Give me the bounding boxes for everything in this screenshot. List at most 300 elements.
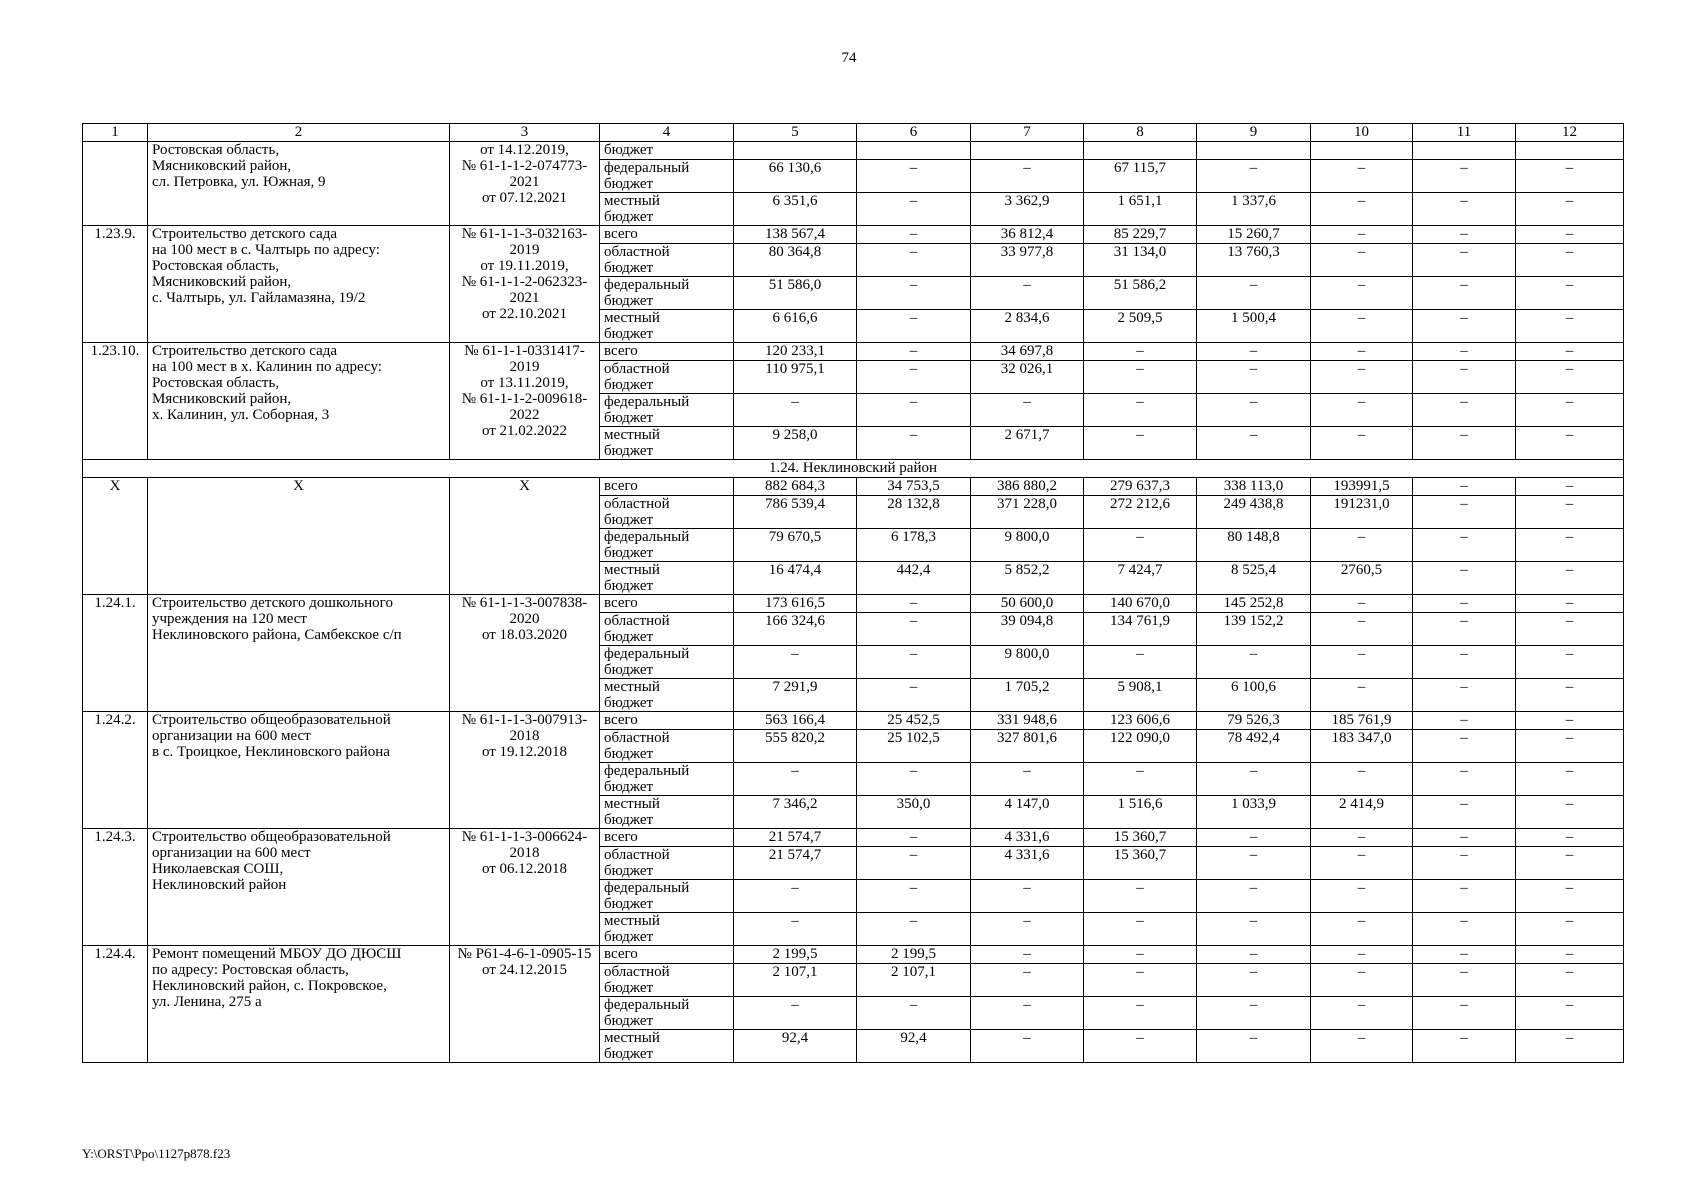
cell-line: № 61-1-1-2-009618- [461,391,588,407]
table-cell: – [1516,343,1624,361]
table-cell: – [1197,343,1311,361]
table-cell: 7 424,7 [1084,562,1197,595]
table-cell: – [1516,829,1624,847]
table-cell: 279 637,3 [1084,478,1197,496]
table-cell: – [734,880,857,913]
cell-line: от 14.12.2019, [480,142,569,158]
cell-line: с. Чалтырь, ул. Гайламазяна, 19/2 [152,290,366,306]
table-cell [450,712,600,829]
table-cell: – [1516,496,1624,529]
cell-line: бюджет [604,863,654,879]
cell-line: федеральный [604,394,690,410]
section-header-row [83,460,1624,478]
table-cell [600,193,734,226]
cell-line: федеральный [604,529,690,545]
table-cell: всего [600,478,734,496]
table-cell: 80 148,8 [1197,529,1311,562]
table-cell: – [1084,361,1197,394]
cell-line: областной [604,964,670,980]
table-cell [600,427,734,460]
table-cell: 5 908,1 [1084,679,1197,712]
col-header-5: 5 [734,124,857,142]
cell-line: Ремонт помещений МБОУ ДО ДЮСШ [152,946,402,962]
cell-line: бюджет [604,662,654,678]
cell-line: местный [604,913,660,929]
cell-line: бюджет [604,377,654,393]
table-cell: – [1197,946,1311,964]
table-cell: всего [600,946,734,964]
table-cell: – [1413,613,1516,646]
budget-table [82,123,1624,1063]
cell-line: от 07.12.2021 [481,190,568,206]
col-header-8: 8 [1084,124,1197,142]
table-cell [450,343,600,460]
table-cell: 79 526,3 [1197,712,1311,730]
table-cell: – [1516,595,1624,613]
table-cell: – [857,913,971,946]
cell-line: от 18.03.2020 [481,627,568,643]
table-cell [600,847,734,880]
table-cell: – [1413,394,1516,427]
table-cell: – [1516,646,1624,679]
table-cell: – [971,946,1084,964]
cell-line: бюджет [604,293,654,309]
table-cell: 110 975,1 [734,361,857,394]
table-cell: 3 362,9 [971,193,1084,226]
table-cell: 786 539,4 [734,496,857,529]
table-cell: – [971,277,1084,310]
cell-line: Строительство детского сада [152,226,338,242]
cell-line: 2021 [509,290,540,306]
table-cell: – [1516,880,1624,913]
table-cell: 1.23.10. [83,343,148,460]
cell-line: местный [604,679,660,695]
col-header-10: 10 [1311,124,1413,142]
table-cell: – [734,763,857,796]
table-cell [1413,142,1516,160]
table-cell [450,226,600,343]
col-header-1: 1 [83,124,148,142]
cell-line: областной [604,361,670,377]
table-cell [600,763,734,796]
table-cell [600,244,734,277]
table-cell [971,142,1084,160]
table-cell: – [1413,829,1516,847]
table-cell: – [1084,427,1197,460]
table-cell: – [1084,913,1197,946]
table-cell: – [971,964,1084,997]
table-cell [600,562,734,595]
table-cell: 39 094,8 [971,613,1084,646]
table-cell: – [1311,880,1413,913]
table-row [83,226,1624,244]
table-cell: 122 090,0 [1084,730,1197,763]
table-cell: 331 948,6 [971,712,1084,730]
table-cell: 5 852,2 [971,562,1084,595]
table-cell: – [1311,193,1413,226]
table-cell: – [857,997,971,1030]
table-cell: – [1516,244,1624,277]
table-cell: – [1311,394,1413,427]
table-cell [1197,142,1311,160]
cell-line: на 100 мест в с. Чалтырь по адресу: [152,242,380,258]
table-cell: 50 600,0 [971,595,1084,613]
table-cell: 386 880,2 [971,478,1084,496]
table-cell: – [1413,562,1516,595]
cell-line: бюджет [604,1013,654,1029]
table-cell: – [857,847,971,880]
table-cell: – [1413,478,1516,496]
cell-line: на 100 мест в х. Калинин по адресу: [152,359,382,375]
table-cell: Х [450,478,600,595]
table-cell: – [1413,730,1516,763]
cell-line: местный [604,796,660,812]
cell-line: Мясниковский район, [152,391,292,407]
table-cell: – [857,829,971,847]
table-cell: – [1413,679,1516,712]
table-cell: – [857,595,971,613]
cell-line: бюджет [604,629,654,645]
cell-line: местный [604,1030,660,1046]
table-cell [148,142,450,226]
col-header-12: 12 [1516,124,1624,142]
cell-line: бюджет [604,746,654,762]
table-cell [734,142,857,160]
table-cell: – [1197,997,1311,1030]
cell-line: от 21.02.2022 [481,423,568,439]
table-cell: 1.24.1. [83,595,148,712]
cell-line: местный [604,427,660,443]
table-cell [83,142,148,226]
table-cell: – [857,343,971,361]
table-cell: 1 705,2 [971,679,1084,712]
table-cell [600,529,734,562]
table-cell: – [1516,964,1624,997]
table-cell: – [857,613,971,646]
cell-line: Ростовская область, [152,142,280,158]
cell-line: по адресу: Ростовская область, [152,962,349,978]
cell-line: № Р61-4-6-1-0905-15 [457,946,592,962]
col-header-9: 9 [1197,124,1311,142]
table-cell [1311,142,1413,160]
table-cell: – [971,913,1084,946]
table-cell: – [857,646,971,679]
cell-line: учреждения на 120 мест [152,611,307,627]
table-cell: – [1084,394,1197,427]
cell-line: бюджет [604,326,654,342]
table-cell [600,730,734,763]
cell-line: бюджет [604,812,654,828]
cell-line: Мясниковский район, [152,158,292,174]
table-cell: – [1311,679,1413,712]
table-cell: – [1084,880,1197,913]
table-cell: – [1197,829,1311,847]
cell-line: Строительство детского дошкольного [152,595,393,611]
table-cell: 139 152,2 [1197,613,1311,646]
table-cell: 327 801,6 [971,730,1084,763]
table-cell: – [1311,946,1413,964]
table-cell: – [1311,160,1413,193]
table-cell: – [1084,529,1197,562]
table-cell: – [971,880,1084,913]
table-cell: 1 033,9 [1197,796,1311,829]
table-cell [600,277,734,310]
table-cell: – [1311,427,1413,460]
table-cell: – [1311,595,1413,613]
table-cell: 66 130,6 [734,160,857,193]
table-cell: 16 474,4 [734,562,857,595]
cell-line: федеральный [604,646,690,662]
table-cell: – [1413,997,1516,1030]
file-path-footer: Y:\ORST\Ppo\1127p878.f23 [82,1146,231,1161]
table-cell: – [1516,226,1624,244]
table-cell: – [857,160,971,193]
table-cell: – [1197,394,1311,427]
table-cell: – [1084,763,1197,796]
cell-line: № 61-1-1-3-007838- [461,595,588,611]
table-cell: – [1516,763,1624,796]
table-cell [600,310,734,343]
table-cell: – [857,193,971,226]
cell-line: областной [604,730,670,746]
cell-line: федеральный [604,160,690,176]
table-cell: – [971,1030,1084,1063]
cell-line: бюджет [604,578,654,594]
table-cell: 4 331,6 [971,847,1084,880]
table-cell: 2 414,9 [1311,796,1413,829]
table-cell: 249 438,8 [1197,496,1311,529]
table-cell: 183 347,0 [1311,730,1413,763]
table-cell: 350,0 [857,796,971,829]
table-cell [600,613,734,646]
table-cell [1084,142,1197,160]
cell-line: от 19.11.2019, [480,258,569,274]
table-cell: – [1197,1030,1311,1063]
table-cell: – [1413,712,1516,730]
table-cell: 1 500,4 [1197,310,1311,343]
table-cell: 2 671,7 [971,427,1084,460]
table-cell: – [1413,343,1516,361]
table-cell: – [971,160,1084,193]
cell-line: Неклиновский район, с. Покровское, [152,978,387,994]
cell-line: № 61-1-1-3-032163- [461,226,588,242]
table-cell [600,1030,734,1063]
column-number-row [83,124,1624,142]
table-cell: – [734,394,857,427]
table-cell: – [1516,796,1624,829]
table-cell: – [1516,310,1624,343]
table-cell [600,679,734,712]
table-cell: – [857,880,971,913]
table-cell: 338 113,0 [1197,478,1311,496]
table-cell: – [1516,277,1624,310]
table-cell: – [857,679,971,712]
table-cell: – [1311,847,1413,880]
table-cell: – [1516,562,1624,595]
table-cell: 2 199,5 [857,946,971,964]
table-cell: – [1197,160,1311,193]
table-cell: – [734,646,857,679]
table-cell: 32 026,1 [971,361,1084,394]
table-cell: 138 567,4 [734,226,857,244]
table-cell: – [971,394,1084,427]
table-cell [1516,142,1624,160]
cell-line: 2019 [509,242,540,258]
cell-line: бюджет [604,896,654,912]
table-cell: 34 753,5 [857,478,971,496]
cell-line: Неклиновский район [152,877,287,893]
cell-line: № 61-1-1-2-074773- [461,158,588,174]
table-cell: – [1516,847,1624,880]
table-cell: – [1197,763,1311,796]
table-cell: 25 102,5 [857,730,971,763]
table-cell [600,646,734,679]
table-row [83,142,1624,160]
cell-line: Неклиновского района, Самбекское с/п [152,627,402,643]
table-cell: 15 360,7 [1084,847,1197,880]
table-cell: – [1516,361,1624,394]
table-cell: – [1413,964,1516,997]
table-cell: 8 525,4 [1197,562,1311,595]
table-cell: – [734,913,857,946]
cell-line: от 24.12.2015 [481,962,568,978]
table-cell: – [1516,997,1624,1030]
table-cell: 173 616,5 [734,595,857,613]
table-cell: – [1413,880,1516,913]
table-cell: 9 258,0 [734,427,857,460]
table-cell: 6 178,3 [857,529,971,562]
table-cell [450,829,600,946]
cell-line: областной [604,244,670,260]
table-cell: 120 233,1 [734,343,857,361]
table-cell: – [1311,964,1413,997]
table-cell: Х [148,478,450,595]
table-cell: 34 697,8 [971,343,1084,361]
table-cell: 272 212,6 [1084,496,1197,529]
cell-line: 2020 [509,611,540,627]
table-cell: – [857,277,971,310]
cell-line: местный [604,193,660,209]
table-row [83,829,1624,847]
table-cell [148,829,450,946]
table-cell: 193991,5 [1311,478,1413,496]
table-cell: 6 616,6 [734,310,857,343]
table-cell: 79 670,5 [734,529,857,562]
cell-line: 2019 [509,359,540,375]
table-cell: – [1413,193,1516,226]
table-cell: – [1311,226,1413,244]
page-number: 74 [841,50,857,66]
table-cell: 6 100,6 [1197,679,1311,712]
table-cell [857,142,971,160]
cell-line: в с. Троицкое, Неклиновского района [152,744,390,760]
cell-line: бюджет [604,176,654,192]
table-cell: 563 166,4 [734,712,857,730]
table-cell: 51 586,0 [734,277,857,310]
table-cell [600,496,734,529]
table-cell: – [1311,1030,1413,1063]
cell-line: № 61-1-1-3-007913- [461,712,588,728]
table-cell: – [1413,646,1516,679]
table-cell [148,343,450,460]
table-cell: – [1084,964,1197,997]
table-cell: – [1197,964,1311,997]
table-cell: – [857,427,971,460]
table-cell: 4 147,0 [971,796,1084,829]
table-cell: – [1516,1030,1624,1063]
table-cell [148,226,450,343]
cell-line: бюджет [604,260,654,276]
cell-line: Ростовская область, [152,258,280,274]
table-cell: – [1413,913,1516,946]
cell-line: местный [604,310,660,326]
cell-line: бюджет [604,695,654,711]
col-header-2: 2 [148,124,450,142]
table-cell: – [1516,679,1624,712]
table-cell: – [1413,1030,1516,1063]
table-cell: 78 492,4 [1197,730,1311,763]
cell-line: от 13.11.2019, [480,375,569,391]
table-cell: – [1197,880,1311,913]
table-cell: – [1516,160,1624,193]
table-cell: 2 509,5 [1084,310,1197,343]
table-cell: – [1197,646,1311,679]
cell-line: федеральный [604,997,690,1013]
cell-line: областной [604,496,670,512]
table-cell: 92,4 [734,1030,857,1063]
table-cell: – [1413,310,1516,343]
cell-line: областной [604,613,670,629]
table-cell: бюджет [600,142,734,160]
table-cell: – [1311,244,1413,277]
table-cell: – [1311,361,1413,394]
table-cell: всего [600,226,734,244]
table-cell: 15 260,7 [1197,226,1311,244]
table-cell: – [857,310,971,343]
cell-line: № 61-1-1-2-062323- [461,274,588,290]
table-cell: – [1413,226,1516,244]
table-cell: 36 812,4 [971,226,1084,244]
table-cell: – [1311,529,1413,562]
table-cell: – [1197,913,1311,946]
table-cell: – [1413,361,1516,394]
table-cell: – [1311,613,1413,646]
table-cell [600,394,734,427]
table-cell: 28 132,8 [857,496,971,529]
col-header-3: 3 [450,124,600,142]
table-cell: – [1311,997,1413,1030]
cell-line: федеральный [604,763,690,779]
table-cell: – [1413,427,1516,460]
table-cell [600,160,734,193]
table-cell: 21 574,7 [734,847,857,880]
table-cell: – [1084,1030,1197,1063]
table-cell: 882 684,3 [734,478,857,496]
cell-line: Николаевская СОШ, [152,861,284,877]
cell-line: Строительство детского сада [152,343,338,359]
table-cell: 2 199,5 [734,946,857,964]
table-cell: – [1084,946,1197,964]
table-cell: всего [600,343,734,361]
section-title: 1.24. Неклиновский район [83,460,1624,478]
table-cell: 555 820,2 [734,730,857,763]
cell-line: Ростовская область, [152,375,280,391]
cell-line: бюджет [604,512,654,528]
table-cell: – [1516,613,1624,646]
cell-line: 2018 [509,728,540,744]
table-cell: 92,4 [857,1030,971,1063]
table-cell: – [1197,847,1311,880]
